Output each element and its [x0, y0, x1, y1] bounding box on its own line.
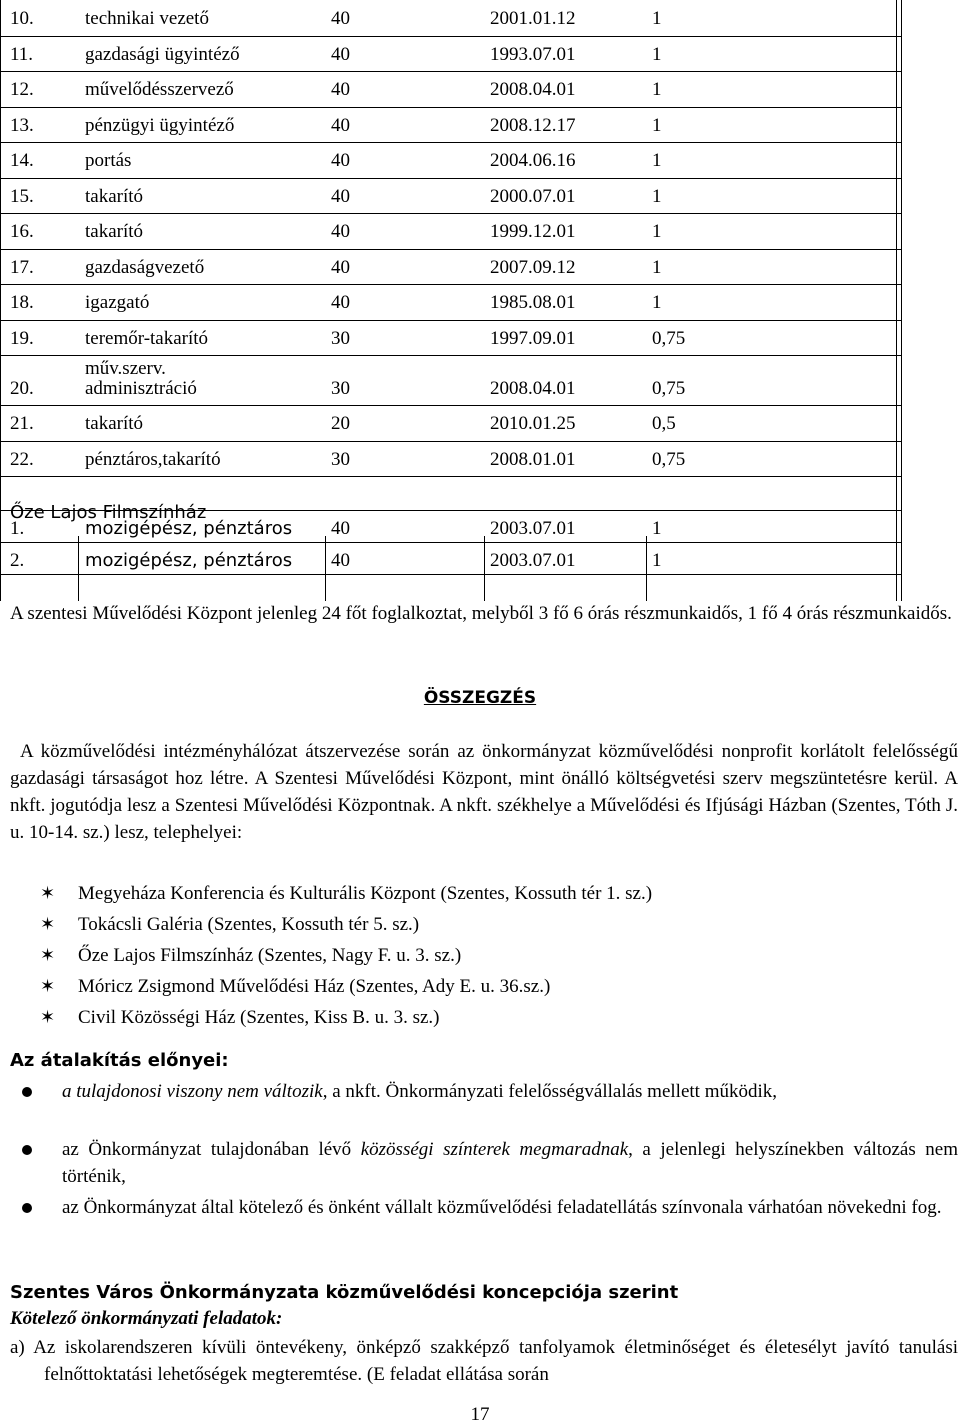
- table-cell-title: mozigépész, pénztáros: [85, 518, 293, 539]
- table-cell-date: 2008.01.01: [490, 448, 576, 470]
- star-icon: ✶: [40, 945, 56, 965]
- table-row: [0, 107, 902, 144]
- advantage-text: , a nkft. Önkormányzati felelősségvállalás mellett működik,: [322, 1081, 777, 1102]
- table-cell-title: portás: [85, 150, 132, 171]
- table-cell-date: 2001.01.12: [490, 8, 576, 29]
- table-cell-no: 16.: [10, 221, 34, 242]
- table-cell-date: 1997.09.01: [490, 327, 576, 349]
- mandatory-item-a: [10, 1334, 958, 1388]
- table-cell-hours: 40: [331, 150, 350, 171]
- employment-note: A szentesi Művelődési Központ jelenleg 24 főt foglalkoztat, melyből 3 fő 6 órás részmunkaidős, 1 fő 4 órás részmunkaidős.: [10, 603, 952, 624]
- table-row: [0, 320, 902, 357]
- table-cell-date: 2008.12.17: [490, 114, 576, 136]
- advantage-text: az Önkormányzat tulajdonában lévő: [62, 1139, 361, 1160]
- table-cell-date: 2007.09.12: [490, 256, 576, 278]
- table-cell-hours: 30: [331, 378, 350, 399]
- table-cell-title: pénzügyi ügyintéző: [85, 114, 235, 136]
- table-cell-ratio: 1: [652, 43, 662, 65]
- table-cell-ratio: 1: [652, 550, 662, 571]
- star-icon: ✶: [40, 1007, 56, 1027]
- table-cell-hours: 40: [331, 518, 350, 539]
- table-cell-title: [85, 359, 197, 399]
- table-cell-ratio: 0,75: [652, 327, 686, 349]
- table-cell-hours: 30: [331, 448, 350, 470]
- mandatory-heading: Kötelező önkormányzati feladatok:: [10, 1308, 283, 1329]
- table-cell-title-line: műv.szerv.: [85, 358, 166, 379]
- table-cell-title: művelődésszervező: [85, 79, 234, 100]
- table-row: [0, 284, 902, 321]
- table-cell-title: pénztáros,takarító: [85, 448, 221, 470]
- table-cell-no: 21.: [10, 413, 34, 434]
- site-item-text: Civil Közösségi Ház (Szentes, Kiss B. u. 3. sz.): [78, 1007, 440, 1028]
- table-column-divider: [325, 536, 326, 601]
- table-cell-ratio: 1: [652, 114, 662, 136]
- table-row: [0, 36, 902, 73]
- table-row: [0, 249, 902, 286]
- table-cell-date: 2003.07.01: [490, 518, 576, 539]
- table-cell-ratio: 0,75: [652, 448, 686, 470]
- table-cell-no: 2.: [10, 550, 25, 571]
- table-cell-date: 1985.08.01: [490, 292, 576, 313]
- summary-paragraph: A közművelődési intézményhálózat átszervezése során az önkormányzat közművelődési nonprofit korlátolt felelősségű gazdasági társaságot hoz létre. A Szentesi Művelődési Központ, mint önálló költségvetési szerv megszüntetésre kerül. A nkft. jogutódja lesz a Szentesi Művelődési Központnak. A nkft. székhelye a Művelődési és Ifjúsági Házban (Szentes, Tóth J. u. 10-14. sz.) lesz, telephelyei:: [10, 741, 958, 843]
- table-cell-no: 20.: [10, 378, 34, 399]
- table-cell-date: 1999.12.01: [490, 221, 576, 242]
- mandatory-item-a-text: a) Az iskolarendszeren kívüli öntevékeny, önképző szakképző tanfolyamok életminőséget és életesélyt javító tanulási felnőttoktatási lehetőségek megteremtése. (E feladat ellátása során: [10, 1337, 958, 1385]
- table-cell-hours: 40: [331, 114, 350, 136]
- table-cell-no: 14.: [10, 150, 34, 171]
- table-cell-no: 11.: [10, 43, 34, 65]
- table-cell-title: igazgató: [85, 292, 150, 313]
- table-cell-ratio: 1: [652, 221, 662, 242]
- site-item-text: Móricz Zsigmond Művelődési Ház (Szentes, Ady E. u. 36.sz.): [78, 976, 551, 997]
- table-cell-no: 22.: [10, 448, 34, 470]
- table-cell-title: takarító: [85, 221, 144, 242]
- table-row: [0, 0, 902, 37]
- table-cell-ratio: 1: [652, 185, 662, 207]
- table-cell-no: 17.: [10, 256, 34, 278]
- table-row: [0, 542, 902, 575]
- table-cell-date: 2000.07.01: [490, 185, 576, 207]
- table-cell-hours: 40: [331, 43, 350, 65]
- table-cell-hours: 40: [331, 185, 350, 207]
- page-number: 17: [470, 1404, 490, 1425]
- site-item-text: Tokácsli Galéria (Szentes, Kossuth tér 5. sz.): [78, 914, 420, 935]
- advantage-text: az Önkormányzat által kötelező és önként vállalt közművelődési feladatellátás színvonala várhatóan növekedni fog.: [62, 1197, 942, 1218]
- table-cell-no: 19.: [10, 327, 34, 349]
- table-cell-title: takarító: [85, 185, 144, 207]
- table-row: [0, 355, 902, 406]
- table-cell-hours: 40: [331, 256, 350, 278]
- star-icon: ✶: [40, 883, 56, 903]
- table-cell-ratio: 1: [652, 256, 662, 278]
- table-row: [0, 405, 902, 442]
- site-item-text: Őze Lajos Filmszínház (Szentes, Nagy F. u. 3. sz.): [78, 945, 462, 966]
- table-cell-no: 10.: [10, 8, 34, 29]
- bullet-icon: [22, 1087, 32, 1097]
- table-cell-no: 13.: [10, 114, 34, 136]
- table-cell-date: 2008.04.01: [490, 79, 576, 100]
- table-cell-title: technikai vezető: [85, 8, 209, 29]
- advantage-italic: a tulajdonosi viszony nem változik: [62, 1081, 323, 1102]
- table-row: [0, 142, 902, 179]
- table-column-divider: [78, 536, 79, 601]
- table-cell-ratio: 0,75: [652, 378, 686, 399]
- table-cell-no: 15.: [10, 185, 34, 207]
- table-cell-ratio: 1: [652, 8, 662, 29]
- table-row: [0, 213, 902, 250]
- star-icon: ✶: [40, 976, 56, 996]
- table-cell-title: mozigépész, pénztáros: [85, 550, 293, 571]
- bullet-icon: [22, 1145, 32, 1155]
- table-cell-title: gazdasági ügyintéző: [85, 43, 240, 65]
- table-cell-no: 1.: [10, 518, 25, 539]
- table-column-divider: [646, 536, 647, 601]
- advantage-italic: közösségi színterek megmaradnak: [360, 1139, 629, 1160]
- table-cell-date: 2010.01.25: [490, 413, 576, 434]
- table-cell-title-line: adminisztráció: [85, 378, 197, 399]
- table-cell-ratio: 1: [652, 518, 662, 539]
- table-cell-title: takarító: [85, 413, 144, 434]
- table-cell-hours: 20: [331, 413, 350, 434]
- table-cell-ratio: 1: [652, 79, 662, 100]
- star-icon: ✶: [40, 914, 56, 934]
- table-cell-hours: 40: [331, 8, 350, 29]
- table-cell-date: 2004.06.16: [490, 150, 576, 171]
- table-row: [0, 441, 902, 478]
- table-cell-title: teremőr-takarító: [85, 327, 209, 349]
- table-cell-date: 2003.07.01: [490, 550, 576, 571]
- table-cell-date: 1993.07.01: [490, 43, 576, 65]
- concept-heading: Szentes Város Önkormányzata közművelődési koncepciója szerint: [10, 1282, 679, 1303]
- bullet-icon: [22, 1203, 32, 1213]
- table-row: [0, 71, 902, 108]
- table-cell-hours: 30: [331, 327, 350, 349]
- table-cell-hours: 40: [331, 79, 350, 100]
- advantages-heading: Az átalakítás előnyei:: [10, 1050, 229, 1071]
- table-cell-hours: 40: [331, 221, 350, 242]
- table-cell-date: 2008.04.01: [490, 378, 576, 399]
- table-cell-ratio: 1: [652, 150, 662, 171]
- table-cell-no: 18.: [10, 292, 34, 313]
- table-cell-hours: 40: [331, 292, 350, 313]
- table-column-divider: [484, 536, 485, 601]
- table-cell-ratio: 0,5: [652, 413, 676, 434]
- table-row: [0, 178, 902, 215]
- summary-title: ÖSSZEGZÉS: [423, 688, 537, 708]
- table-section-title: Őze Lajos Filmszínház: [10, 502, 207, 523]
- advantage-text: , a jelenlegi helyszínekben változás nem történik,: [62, 1139, 958, 1187]
- table-cell-hours: 40: [331, 550, 350, 571]
- table-cell-title: gazdaságvezető: [85, 256, 205, 278]
- table-cell-ratio: 1: [652, 292, 662, 313]
- site-item-text: Megyeháza Konferencia és Kulturális Központ (Szentes, Kossuth tér 1. sz.): [78, 883, 653, 904]
- table-cell-no: 12.: [10, 79, 34, 100]
